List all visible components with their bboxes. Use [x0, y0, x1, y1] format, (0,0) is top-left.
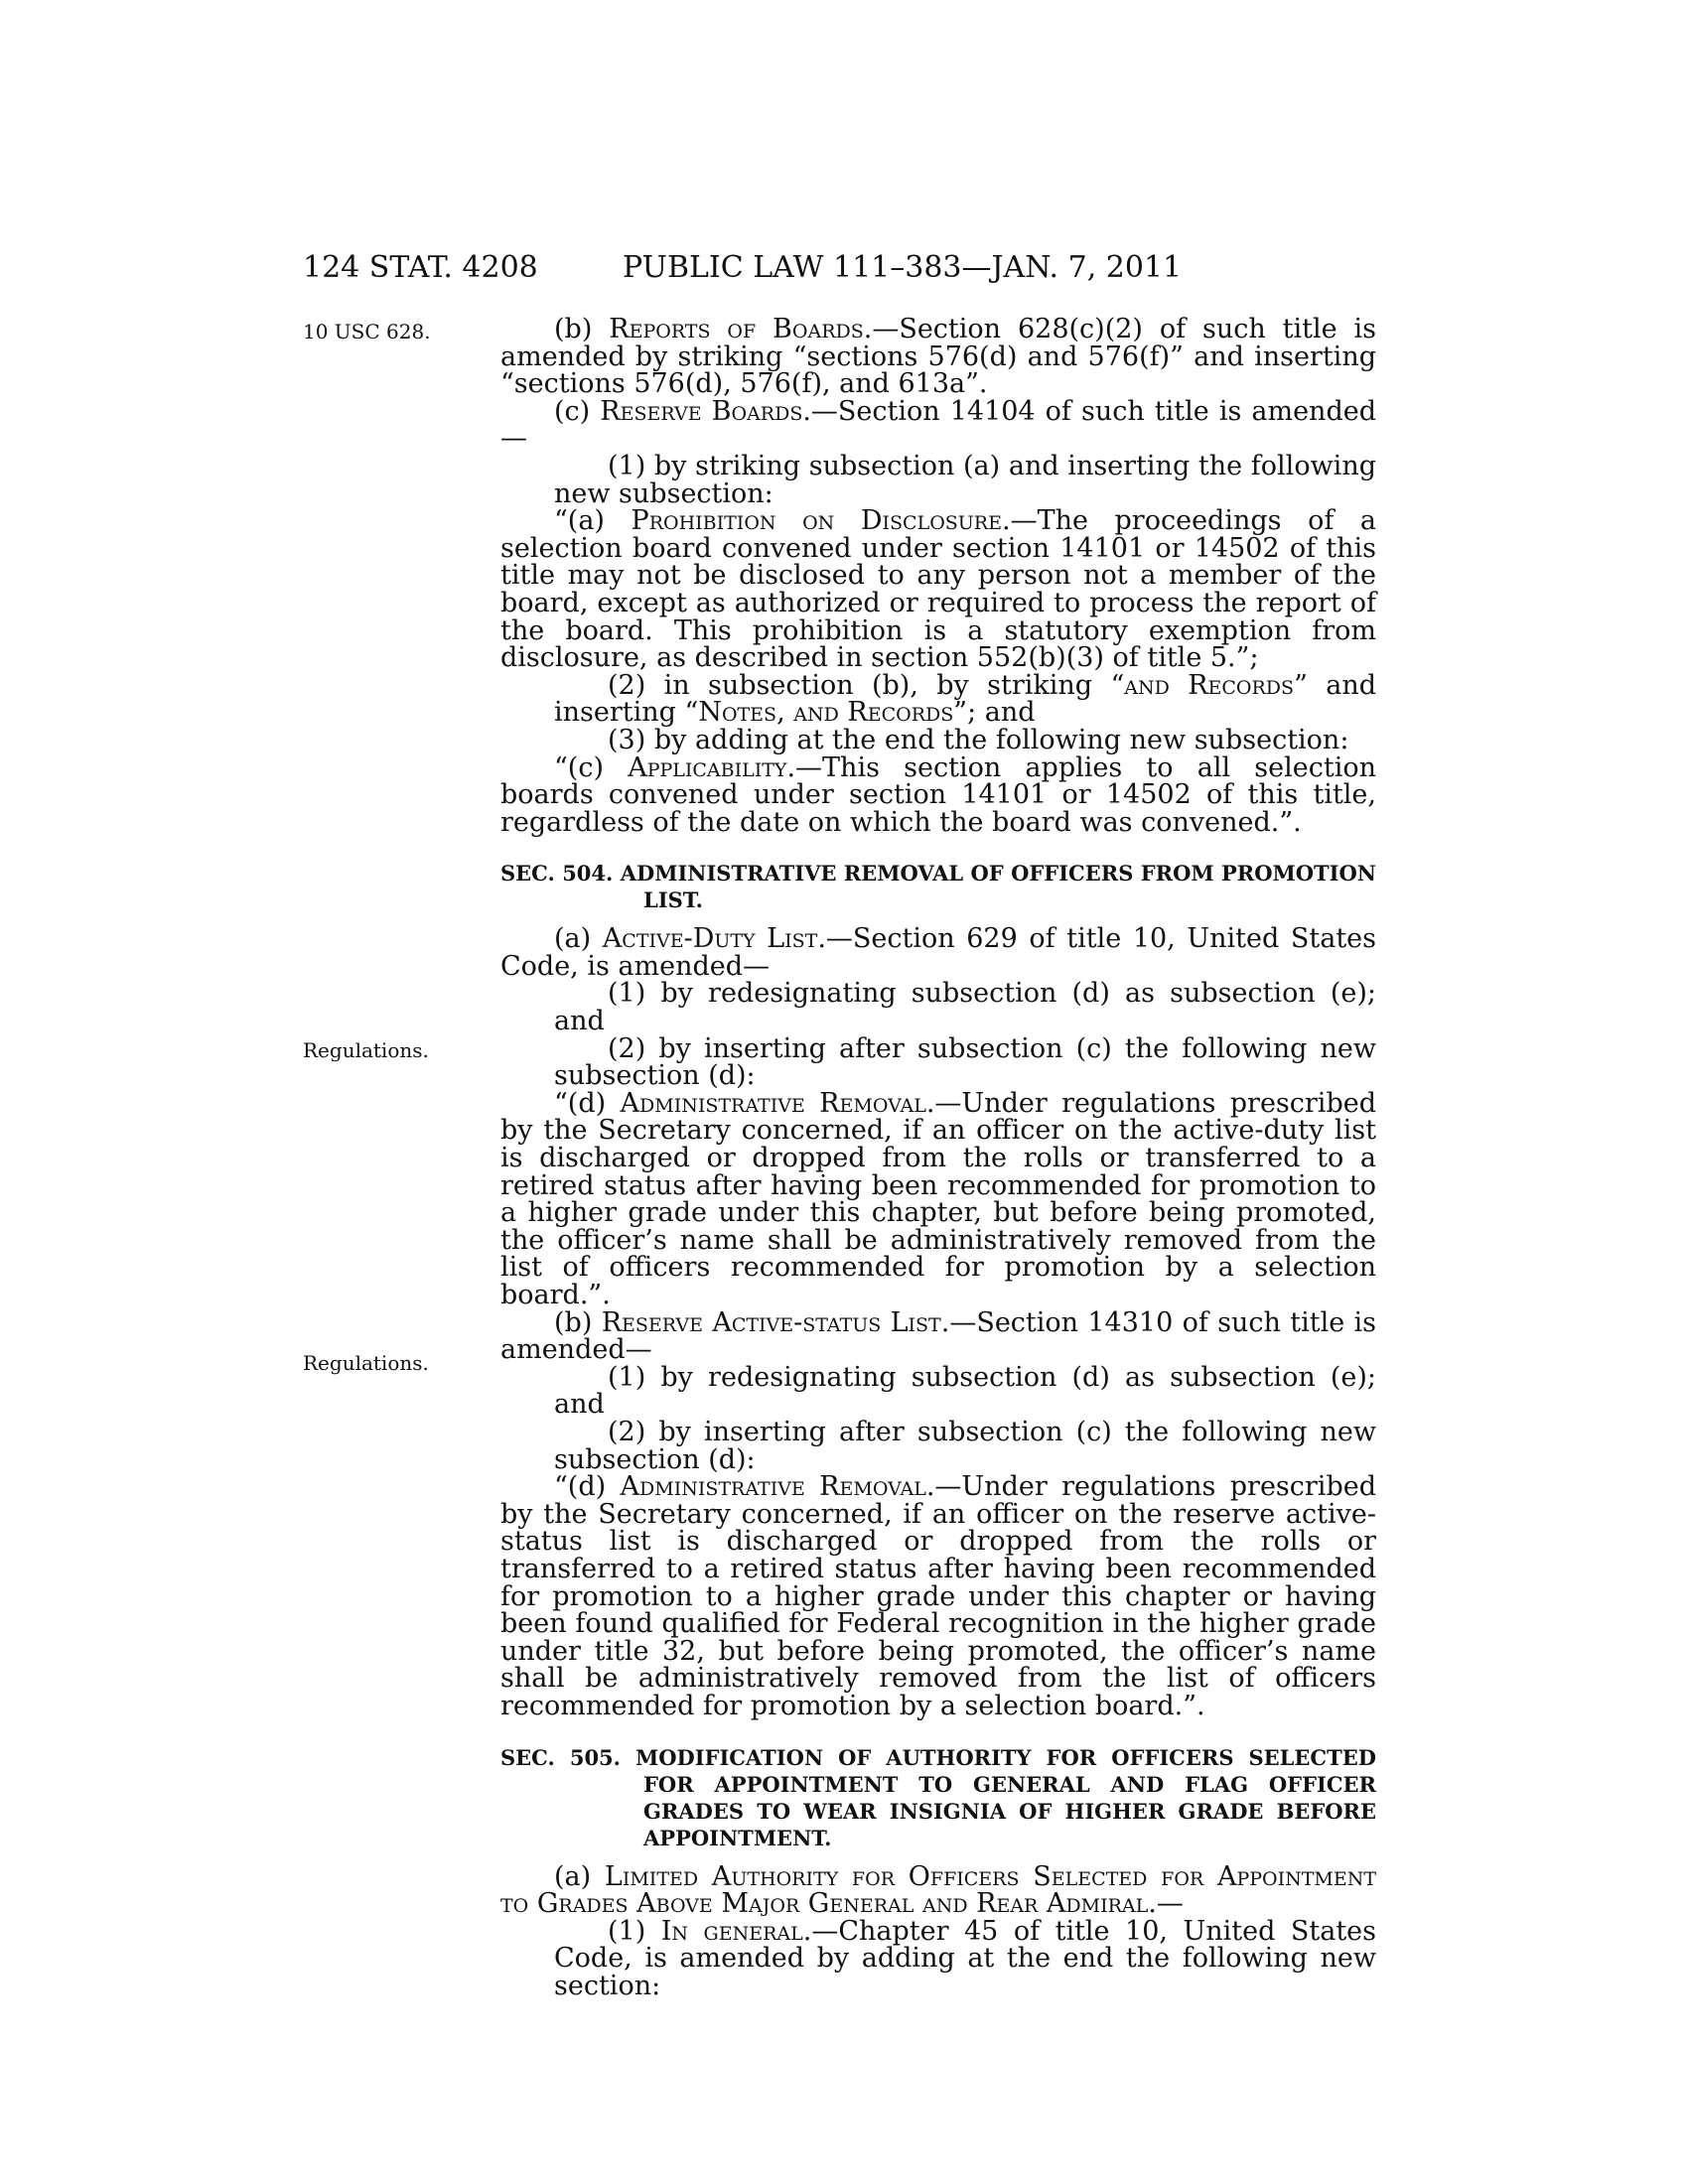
paragraph-heading: Administrative Removal: [620, 1471, 926, 1503]
clause-504-b1: (1) by redesignating subsection (d) as subsection (e); and: [554, 1361, 1376, 1421]
paragraph-heading: Reserve Boards: [600, 395, 803, 427]
margin-note-regulations: Regulations.: [303, 1351, 429, 1375]
clause-c1: (1) by striking subsection (a) and inserting the following new subsection:: [554, 450, 1376, 509]
paragraph-heading: Reserve Active-status List: [601, 1306, 941, 1338]
paragraph-504-a: (a) Active-Duty List.—Section 629 of title 10, United States Code, is amended—: [500, 923, 1376, 982]
clause-505-a1: (1) In general.—Chapter 45 of title 10, United States Code, is amended by adding at the end the following new section:: [554, 1915, 1376, 2001]
paragraph-heading: Reports of Boards: [609, 314, 864, 344]
clause-504-a2: (2) by inserting after subsection (c) the following new subsection (d):: [554, 1032, 1376, 1092]
quoted-subsection-504-b-d: “(d) Administrative Removal.—Under regulations prescribed by the Secretary concerned, if an officer on the reserve active-status list is discharged or dropped from the rolls or transferred to a retired status after having been recommended for promotion to a higher grade under this chapter or having been found qualified for Federal recognition in the higher grade under title 32, but before being promoted, the officer’s name shall be administratively removed from the list of officers recommended for promotion by a selection board.”.: [500, 1471, 1376, 1721]
paragraph-heading: Limited Authority for Officers Selected for Appointment to Grades Above Major General and Rear Admiral: [500, 1860, 1377, 1920]
paragraph-heading: Administrative Removal: [620, 1087, 926, 1119]
clause-c2: (2) in subsection (b), by striking “and Records” and inserting “Notes, and Records”; and: [554, 669, 1376, 729]
quoted-subsection-a: “(a) Prohibition on Disclosure.—The proceedings of a selection board convened under section 14101 or 14502 of this title may not be disclosed to any person not a member of the board, except as authorized or required to process the report of the board. This prohibition is a statutory exemption from disclosure, as described in section 552(b)(3) of title 5.”;: [500, 505, 1376, 674]
clause-c3: (3) by adding at the end the following new subsection:: [608, 724, 1349, 755]
page-header: [303, 250, 1376, 288]
margin-note-regulations: Regulations.: [303, 1038, 429, 1062]
document-body: [500, 316, 1376, 1999]
paragraph-505-a: (a) Limited Authority for Officers Selected for Appointment to Grades Above Major General and Rear Admiral.—: [500, 1860, 1377, 1920]
paragraph-heading: Applicability: [628, 751, 787, 783]
paragraph-c-reserve-boards: (c) Reserve Boards.—Section 14104 of such title is amended—: [500, 395, 1376, 455]
quoted-subsection-c: “(c) Applicability.—This section applies to all selection boards convened under section 14101 or 14502 of this title, regardless of the date on which the board was convened.”.: [500, 751, 1376, 838]
statute-page-ref: 124 STAT. 4208: [303, 250, 538, 285]
clause-504-b2: (2) by inserting after subsection (c) the following new subsection (d):: [554, 1416, 1376, 1475]
paragraph-heading: In general: [660, 1915, 803, 1947]
clause-504-a1: (1) by redesignating subsection (d) as subsection (e); and: [554, 978, 1376, 1037]
paragraph-heading: Prohibition on Disclosure: [631, 505, 1002, 537]
margin-note-usc: 10 USC 628.: [303, 320, 431, 343]
law-title: PUBLIC LAW 111–383—JAN. 7, 2011: [623, 250, 1183, 285]
section-heading-505: SEC. 505. MODIFICATION OF AUTHORITY FOR OFFICERS SELECTED FOR APPOINTMENT TO GENERAL AND FLAG OFFICER GRADES TO WEAR INSIGNIA OF HIGHER GRADE BEFORE APPOINTMENT.: [500, 1744, 1376, 1850]
paragraph-heading: Active-Duty List: [602, 923, 818, 955]
paragraph-504-b: (b) Reserve Active-status List.—Section 14310 of such title is amended—: [500, 1306, 1377, 1366]
paragraph-b-reports: (b) Reports of Boards.—Section 628(c)(2) of such title is amended by striking “sections 576(d) and 576(f)” and inserting “sections 576(d), 576(f), and 613a”.: [500, 314, 1376, 400]
section-heading-504: SEC. 504. ADMINISTRATIVE REMOVAL OF OFFICERS FROM PROMOTION LIST.: [500, 861, 1376, 913]
quoted-subsection-504-a-d: “(d) Administrative Removal.—Under regulations prescribed by the Secretary concerned, if an officer on the active-duty list is discharged or dropped from the rolls or transferred to a retired status after having been recommended for promotion to a higher grade under this chapter, but before being promoted, the officer’s name shall be administratively removed from the list of officers recommended for promotion by a selection board.”.: [500, 1087, 1376, 1310]
